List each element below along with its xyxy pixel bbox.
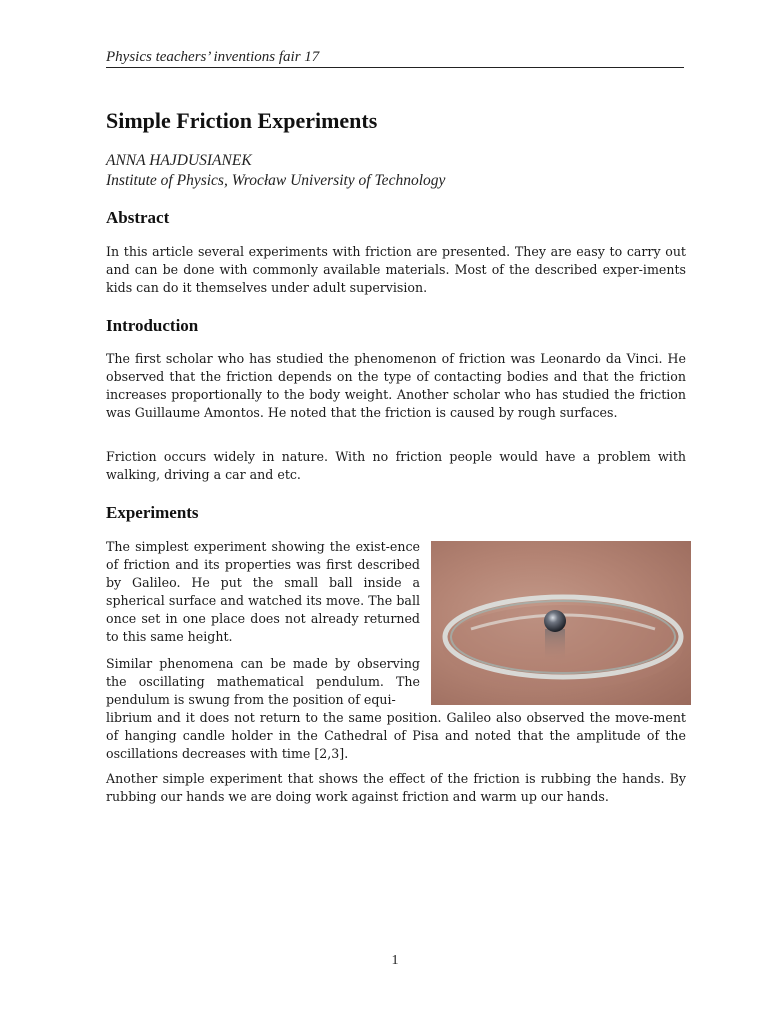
experiments-paragraph-2: Similar phenomena can be made by observing the oscillating mathematical pendulum. The pendulum is swung from the position of equi- xyxy=(106,656,420,707)
paper-title: Simple Friction Experiments xyxy=(106,108,378,133)
experiments-text-2-continued xyxy=(106,709,686,763)
running-header: Physics teachers’ inventions fair 17 xyxy=(106,48,684,68)
abstract-paragraph: In this article several experiments with friction are presented. They are easy to carry out and can be done with commonly available materials. Most of the described exper-iments kids can do it themselves under adult supervision. xyxy=(106,244,686,295)
experiments-text-3 xyxy=(106,770,686,806)
introduction-paragraph-2: Friction occurs widely in nature. With no friction people would have a problem with walking, driving a car and etc. xyxy=(106,449,686,482)
experiments-heading: Experiments xyxy=(106,503,199,522)
experiments-paragraph-1: The simplest experiment showing the exist-ence of friction and its properties was first described by Galileo. He put the small ball inside a spherical surface and watched its move. The ball once set in one place does not already returned to this same height. xyxy=(106,539,420,644)
abstract-text xyxy=(106,243,686,297)
experiments-text-2 xyxy=(106,655,420,709)
experiments-text-1 xyxy=(106,538,420,646)
introduction-heading: Introduction xyxy=(106,316,199,335)
abstract-heading: Abstract xyxy=(106,208,170,227)
steel-ball xyxy=(544,610,566,632)
introduction-text-2 xyxy=(106,448,686,484)
photo-illustration xyxy=(431,541,691,705)
author-affiliation: Institute of Physics, Wrocław University of Technology xyxy=(106,172,446,189)
introduction-paragraph-1: The first scholar who has studied the phenomenon of friction was Leonardo da Vinci. He observed that the friction depends on the type of contacting bodies and that the friction increases proportionally to the body weight. Another scholar who has studied the friction was Guillaume Amontos. He noted that the friction is caused by rough surfaces. xyxy=(106,351,686,420)
introduction-text xyxy=(106,350,686,422)
glass-dish-ball-photo xyxy=(431,541,691,705)
page-number: 1 xyxy=(391,953,399,968)
author-name: ANNA HAJDUSIANEK xyxy=(106,152,252,169)
experiments-paragraph-2-continued: librium and it does not return to the same position. Galileo also observed the move-ment of hanging candle holder in the Cathedral of Pisa and noted that the amplitude of the oscillations decreases with time [2,3]. xyxy=(106,710,686,761)
ball-reflection xyxy=(545,629,565,663)
experiments-paragraph-3: Another simple experiment that shows the effect of the friction is rubbing the hands. By rubbing our hands we are doing work against friction and warm up our hands. xyxy=(106,771,686,804)
